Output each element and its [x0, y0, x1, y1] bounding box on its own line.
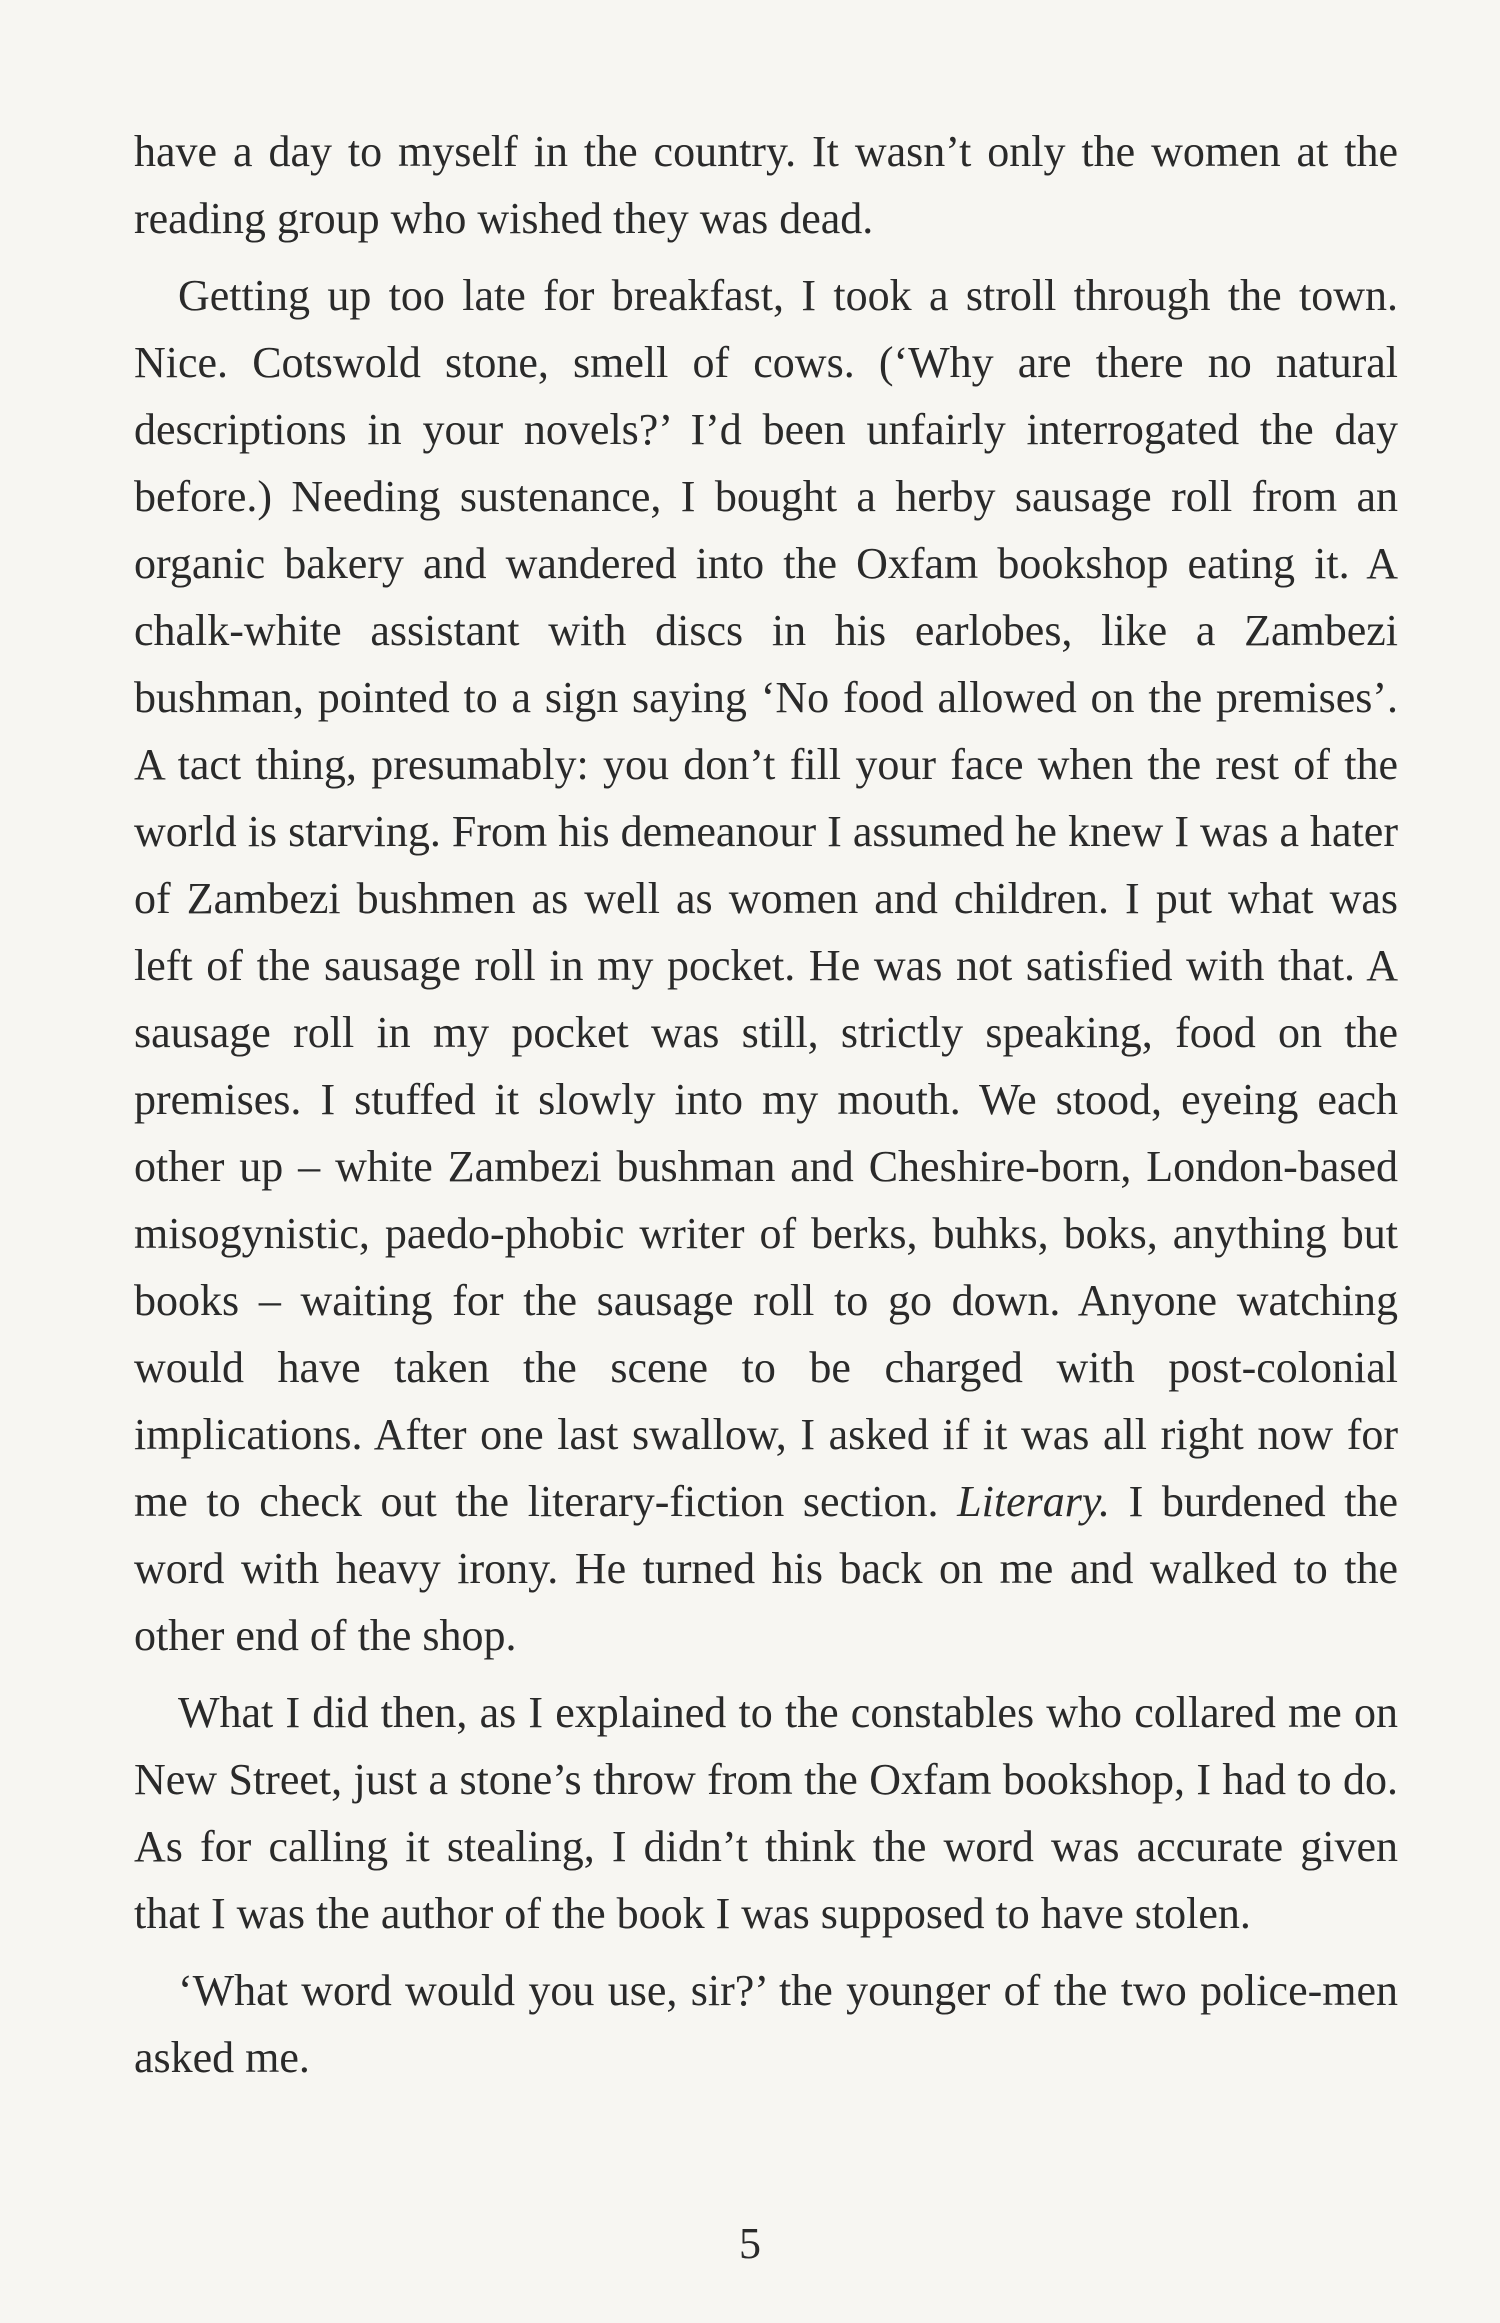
paragraph-4	[134, 1957, 1398, 2091]
paragraph-2-text-b: I burdened the word with heavy irony. He turned his back on me and walked to the other end of the shop.	[134, 1477, 1398, 1660]
paragraph-2-text-a: Getting up too late for breakfast, I took a stroll through the town. Nice. Cotswold stone, smell of cows. (‘Why are there no natural descriptions in your novels?’ I’d been unfairly interrogated the day before.) Needing sustenance, I bought a herby sausage roll from an organic bakery and wandered into the Oxfam bookshop eating it. A chalk-white assistant with discs in his earlobes, like a Zambezi bushman, pointed to a sign saying ‘No food allowed on the premises’. A tact thing, presumably: you don’t fill your face when the rest of the world is starving. From his demeanour I assumed he knew I was a hater of Zambezi bushmen as well as women and children. I put what was left of the sausage roll in my pocket. He was not satisfied with that. A sausage roll in my pocket was still, strictly speaking, food on the premises. I stuffed it slowly into my mouth. We stood, eyeing each other up – white Zambezi bushman and Cheshire-born, London-based misogynistic, paedo-phobic writer of berks, buhks, boks, anything but books – waiting for the sausage roll to go down. Anyone watching would have taken the scene to be charged with post-colonial implications. After one last swallow, I asked if it was all right now for me to check out the literary-fiction section.	[134, 271, 1398, 1526]
paragraph-4-text: ‘What word would you use, sir?’ the younger of the two police-men asked me.	[134, 1966, 1398, 2082]
paragraph-1-text: have a day to myself in the country. It wasn’t only the women at the reading group who wished they was dead.	[134, 127, 1398, 243]
paragraph-3	[134, 1679, 1398, 1947]
paragraph-2	[134, 262, 1398, 1669]
body-text	[134, 118, 1398, 2101]
paragraph-3-text: What I did then, as I explained to the constables who collared me on New Street, just a stone’s throw from the Oxfam bookshop, I had to do. As for calling it stealing, I didn’t think the word was accurate given that I was the author of the book I was supposed to have stolen.	[134, 1688, 1398, 1938]
paragraph-2-italic-word: Literary.	[957, 1477, 1110, 1526]
page-number: 5	[739, 2219, 761, 2268]
paragraph-1	[134, 118, 1398, 252]
